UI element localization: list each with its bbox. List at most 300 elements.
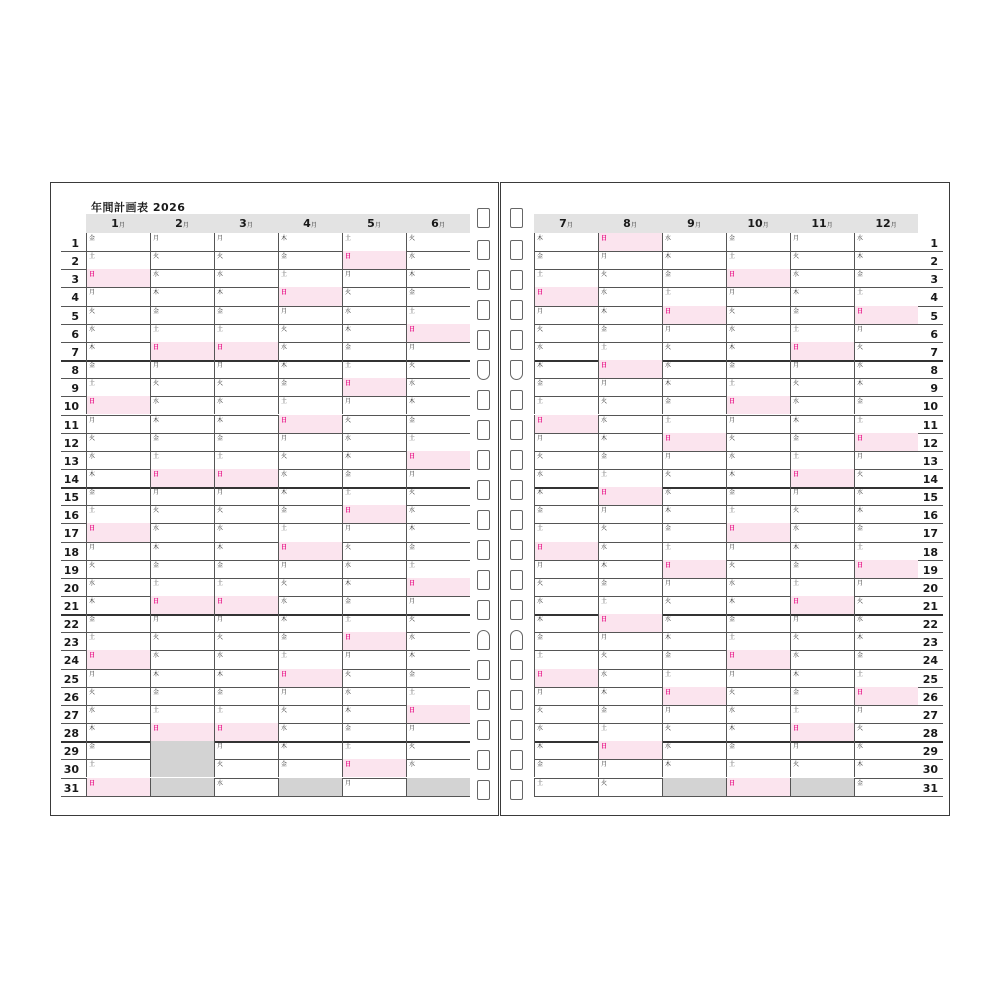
day-cell[interactable] (534, 487, 598, 505)
day-cell[interactable] (214, 778, 278, 796)
day-cell[interactable] (598, 360, 662, 378)
day-cell[interactable] (278, 469, 342, 487)
day-cell[interactable] (278, 324, 342, 342)
day-cell[interactable] (726, 415, 790, 433)
day-cell[interactable] (598, 433, 662, 451)
day-cell[interactable] (278, 342, 342, 360)
day-cell[interactable] (86, 542, 150, 560)
day-cell[interactable] (342, 233, 406, 251)
day-cell[interactable] (214, 723, 278, 741)
day-cell[interactable] (86, 342, 150, 360)
day-cell[interactable] (278, 396, 342, 414)
day-cell[interactable] (662, 469, 726, 487)
day-cell[interactable] (342, 505, 406, 523)
day-cell[interactable] (214, 324, 278, 342)
day-cell[interactable] (598, 342, 662, 360)
day-cell[interactable] (534, 632, 598, 650)
day-cell[interactable] (662, 360, 726, 378)
day-cell[interactable] (278, 378, 342, 396)
day-cell[interactable] (214, 396, 278, 414)
day-cell[interactable] (406, 233, 470, 251)
day-cell[interactable] (214, 687, 278, 705)
day-cell[interactable] (790, 306, 854, 324)
day-cell[interactable] (662, 542, 726, 560)
day-cell[interactable] (150, 269, 214, 287)
day-cell[interactable] (342, 306, 406, 324)
day-cell[interactable] (790, 650, 854, 668)
day-cell[interactable] (214, 632, 278, 650)
day-cell[interactable] (662, 560, 726, 578)
day-cell[interactable] (86, 287, 150, 305)
day-cell[interactable] (854, 433, 918, 451)
day-cell[interactable] (342, 523, 406, 541)
day-cell[interactable] (86, 741, 150, 759)
day-cell[interactable] (534, 560, 598, 578)
day-cell[interactable] (662, 233, 726, 251)
day-cell[interactable] (406, 487, 470, 505)
day-cell[interactable] (726, 596, 790, 614)
day-cell[interactable] (342, 433, 406, 451)
day-cell[interactable] (406, 433, 470, 451)
day-cell[interactable] (150, 433, 214, 451)
day-cell[interactable] (854, 560, 918, 578)
day-cell[interactable] (726, 632, 790, 650)
day-cell[interactable] (726, 578, 790, 596)
day-cell[interactable] (534, 778, 598, 796)
day-cell[interactable] (150, 560, 214, 578)
day-cell[interactable] (342, 342, 406, 360)
day-cell[interactable] (854, 614, 918, 632)
day-cell[interactable] (278, 596, 342, 614)
day-cell[interactable] (342, 415, 406, 433)
day-cell[interactable] (342, 251, 406, 269)
day-cell[interactable] (726, 342, 790, 360)
day-cell[interactable] (790, 687, 854, 705)
day-cell[interactable] (854, 451, 918, 469)
day-cell[interactable] (790, 269, 854, 287)
day-cell[interactable] (406, 560, 470, 578)
day-cell[interactable] (406, 378, 470, 396)
day-cell[interactable] (598, 669, 662, 687)
day-cell[interactable] (854, 723, 918, 741)
day-cell[interactable] (406, 705, 470, 723)
day-cell[interactable] (342, 669, 406, 687)
day-cell[interactable] (534, 324, 598, 342)
day-cell[interactable] (662, 687, 726, 705)
day-cell[interactable] (86, 396, 150, 414)
day-cell[interactable] (726, 251, 790, 269)
day-cell[interactable] (534, 251, 598, 269)
day-cell[interactable] (278, 669, 342, 687)
day-cell[interactable] (598, 451, 662, 469)
day-cell[interactable] (854, 669, 918, 687)
day-cell[interactable] (150, 669, 214, 687)
day-cell[interactable] (726, 433, 790, 451)
day-cell[interactable] (150, 759, 214, 777)
day-cell[interactable] (854, 324, 918, 342)
day-cell[interactable] (86, 614, 150, 632)
day-cell[interactable] (534, 759, 598, 777)
day-cell[interactable] (790, 614, 854, 632)
day-cell[interactable] (790, 505, 854, 523)
day-cell[interactable] (214, 487, 278, 505)
day-cell[interactable] (534, 723, 598, 741)
day-cell[interactable] (534, 378, 598, 396)
day-cell[interactable] (598, 560, 662, 578)
day-cell[interactable] (278, 560, 342, 578)
day-cell[interactable] (534, 596, 598, 614)
day-cell[interactable] (854, 578, 918, 596)
day-cell[interactable] (662, 396, 726, 414)
day-cell[interactable] (854, 306, 918, 324)
day-cell[interactable] (150, 542, 214, 560)
day-cell[interactable] (790, 360, 854, 378)
day-cell[interactable] (342, 360, 406, 378)
day-cell[interactable] (86, 723, 150, 741)
day-cell[interactable] (726, 669, 790, 687)
day-cell[interactable] (406, 324, 470, 342)
day-cell[interactable] (534, 287, 598, 305)
day-cell[interactable] (854, 687, 918, 705)
day-cell[interactable] (854, 287, 918, 305)
day-cell[interactable] (214, 269, 278, 287)
day-cell[interactable] (534, 523, 598, 541)
day-cell[interactable] (150, 396, 214, 414)
day-cell[interactable] (150, 306, 214, 324)
day-cell[interactable] (150, 687, 214, 705)
day-cell[interactable] (342, 324, 406, 342)
day-cell[interactable] (214, 306, 278, 324)
day-cell[interactable] (150, 469, 214, 487)
day-cell[interactable] (726, 705, 790, 723)
day-cell[interactable] (150, 324, 214, 342)
day-cell[interactable] (726, 306, 790, 324)
day-cell[interactable] (790, 778, 854, 796)
day-cell[interactable] (854, 469, 918, 487)
day-cell[interactable] (278, 505, 342, 523)
day-cell[interactable] (598, 632, 662, 650)
day-cell[interactable] (726, 378, 790, 396)
day-cell[interactable] (726, 778, 790, 796)
day-cell[interactable] (598, 741, 662, 759)
day-cell[interactable] (406, 269, 470, 287)
day-cell[interactable] (598, 687, 662, 705)
day-cell[interactable] (86, 505, 150, 523)
day-cell[interactable] (342, 378, 406, 396)
day-cell[interactable] (598, 287, 662, 305)
day-cell[interactable] (214, 650, 278, 668)
day-cell[interactable] (214, 523, 278, 541)
day-cell[interactable] (598, 269, 662, 287)
day-cell[interactable] (86, 759, 150, 777)
day-cell[interactable] (598, 396, 662, 414)
day-cell[interactable] (150, 705, 214, 723)
day-cell[interactable] (214, 578, 278, 596)
day-cell[interactable] (662, 650, 726, 668)
day-cell[interactable] (406, 251, 470, 269)
day-cell[interactable] (278, 306, 342, 324)
day-cell[interactable] (790, 487, 854, 505)
day-cell[interactable] (662, 433, 726, 451)
day-cell[interactable] (534, 614, 598, 632)
day-cell[interactable] (726, 487, 790, 505)
day-cell[interactable] (278, 778, 342, 796)
day-cell[interactable] (214, 469, 278, 487)
day-cell[interactable] (214, 287, 278, 305)
day-cell[interactable] (662, 596, 726, 614)
day-cell[interactable] (662, 778, 726, 796)
day-cell[interactable] (86, 523, 150, 541)
day-cell[interactable] (598, 487, 662, 505)
day-cell[interactable] (534, 396, 598, 414)
day-cell[interactable] (790, 759, 854, 777)
day-cell[interactable] (726, 687, 790, 705)
day-cell[interactable] (726, 523, 790, 541)
day-cell[interactable] (854, 233, 918, 251)
day-cell[interactable] (342, 560, 406, 578)
day-cell[interactable] (278, 360, 342, 378)
day-cell[interactable] (790, 632, 854, 650)
day-cell[interactable] (854, 360, 918, 378)
day-cell[interactable] (598, 306, 662, 324)
day-cell[interactable] (214, 233, 278, 251)
day-cell[interactable] (854, 741, 918, 759)
day-cell[interactable] (854, 487, 918, 505)
day-cell[interactable] (214, 342, 278, 360)
day-cell[interactable] (662, 632, 726, 650)
day-cell[interactable] (214, 378, 278, 396)
day-cell[interactable] (534, 342, 598, 360)
day-cell[interactable] (150, 487, 214, 505)
day-cell[interactable] (86, 669, 150, 687)
day-cell[interactable] (598, 650, 662, 668)
day-cell[interactable] (86, 233, 150, 251)
day-cell[interactable] (214, 451, 278, 469)
day-cell[interactable] (150, 741, 214, 759)
day-cell[interactable] (662, 741, 726, 759)
day-cell[interactable] (598, 578, 662, 596)
day-cell[interactable] (278, 415, 342, 433)
day-cell[interactable] (406, 342, 470, 360)
day-cell[interactable] (278, 523, 342, 541)
day-cell[interactable] (790, 723, 854, 741)
day-cell[interactable] (86, 578, 150, 596)
day-cell[interactable] (854, 759, 918, 777)
day-cell[interactable] (278, 723, 342, 741)
day-cell[interactable] (854, 415, 918, 433)
day-cell[interactable] (662, 451, 726, 469)
day-cell[interactable] (534, 705, 598, 723)
day-cell[interactable] (86, 324, 150, 342)
day-cell[interactable] (406, 360, 470, 378)
day-cell[interactable] (854, 632, 918, 650)
day-cell[interactable] (86, 596, 150, 614)
day-cell[interactable] (854, 596, 918, 614)
day-cell[interactable] (534, 505, 598, 523)
day-cell[interactable] (278, 632, 342, 650)
day-cell[interactable] (150, 451, 214, 469)
day-cell[interactable] (406, 505, 470, 523)
day-cell[interactable] (598, 523, 662, 541)
day-cell[interactable] (854, 269, 918, 287)
day-cell[interactable] (534, 741, 598, 759)
day-cell[interactable] (150, 614, 214, 632)
day-cell[interactable] (406, 578, 470, 596)
day-cell[interactable] (278, 433, 342, 451)
day-cell[interactable] (662, 505, 726, 523)
day-cell[interactable] (278, 287, 342, 305)
day-cell[interactable] (790, 669, 854, 687)
day-cell[interactable] (598, 251, 662, 269)
day-cell[interactable] (342, 614, 406, 632)
day-cell[interactable] (598, 596, 662, 614)
day-cell[interactable] (342, 741, 406, 759)
day-cell[interactable] (86, 415, 150, 433)
day-cell[interactable] (534, 433, 598, 451)
day-cell[interactable] (854, 505, 918, 523)
day-cell[interactable] (854, 251, 918, 269)
day-cell[interactable] (278, 650, 342, 668)
day-cell[interactable] (150, 523, 214, 541)
day-cell[interactable] (662, 269, 726, 287)
day-cell[interactable] (86, 433, 150, 451)
day-cell[interactable] (790, 705, 854, 723)
day-cell[interactable] (790, 469, 854, 487)
day-cell[interactable] (406, 596, 470, 614)
day-cell[interactable] (214, 360, 278, 378)
day-cell[interactable] (726, 542, 790, 560)
day-cell[interactable] (790, 523, 854, 541)
day-cell[interactable] (854, 542, 918, 560)
day-cell[interactable] (150, 360, 214, 378)
day-cell[interactable] (726, 741, 790, 759)
day-cell[interactable] (598, 415, 662, 433)
day-cell[interactable] (790, 451, 854, 469)
day-cell[interactable] (662, 251, 726, 269)
day-cell[interactable] (278, 687, 342, 705)
day-cell[interactable] (86, 251, 150, 269)
day-cell[interactable] (406, 614, 470, 632)
day-cell[interactable] (726, 469, 790, 487)
day-cell[interactable] (854, 342, 918, 360)
day-cell[interactable] (662, 415, 726, 433)
day-cell[interactable] (278, 251, 342, 269)
day-cell[interactable] (342, 596, 406, 614)
day-cell[interactable] (790, 578, 854, 596)
day-cell[interactable] (278, 705, 342, 723)
day-cell[interactable] (854, 778, 918, 796)
day-cell[interactable] (214, 759, 278, 777)
day-cell[interactable] (86, 469, 150, 487)
day-cell[interactable] (278, 741, 342, 759)
day-cell[interactable] (662, 578, 726, 596)
day-cell[interactable] (86, 687, 150, 705)
day-cell[interactable] (214, 560, 278, 578)
day-cell[interactable] (662, 378, 726, 396)
day-cell[interactable] (534, 669, 598, 687)
day-cell[interactable] (598, 324, 662, 342)
day-cell[interactable] (278, 269, 342, 287)
day-cell[interactable] (342, 269, 406, 287)
day-cell[interactable] (214, 251, 278, 269)
day-cell[interactable] (86, 778, 150, 796)
day-cell[interactable] (726, 360, 790, 378)
day-cell[interactable] (406, 287, 470, 305)
day-cell[interactable] (726, 650, 790, 668)
day-cell[interactable] (406, 415, 470, 433)
day-cell[interactable] (534, 469, 598, 487)
day-cell[interactable] (726, 560, 790, 578)
day-cell[interactable] (86, 650, 150, 668)
day-cell[interactable] (406, 741, 470, 759)
day-cell[interactable] (86, 632, 150, 650)
day-cell[interactable] (534, 650, 598, 668)
day-cell[interactable] (406, 451, 470, 469)
day-cell[interactable] (86, 705, 150, 723)
day-cell[interactable] (150, 233, 214, 251)
day-cell[interactable] (726, 287, 790, 305)
day-cell[interactable] (86, 378, 150, 396)
day-cell[interactable] (790, 396, 854, 414)
day-cell[interactable] (662, 669, 726, 687)
day-cell[interactable] (598, 233, 662, 251)
day-cell[interactable] (726, 269, 790, 287)
day-cell[interactable] (790, 433, 854, 451)
day-cell[interactable] (150, 251, 214, 269)
day-cell[interactable] (406, 650, 470, 668)
day-cell[interactable] (854, 650, 918, 668)
day-cell[interactable] (790, 560, 854, 578)
day-cell[interactable] (534, 269, 598, 287)
day-cell[interactable] (342, 687, 406, 705)
day-cell[interactable] (662, 614, 726, 632)
day-cell[interactable] (662, 306, 726, 324)
day-cell[interactable] (278, 542, 342, 560)
day-cell[interactable] (214, 669, 278, 687)
day-cell[interactable] (534, 542, 598, 560)
day-cell[interactable] (790, 741, 854, 759)
day-cell[interactable] (342, 632, 406, 650)
day-cell[interactable] (342, 723, 406, 741)
day-cell[interactable] (790, 324, 854, 342)
day-cell[interactable] (214, 741, 278, 759)
day-cell[interactable] (342, 451, 406, 469)
day-cell[interactable] (406, 669, 470, 687)
day-cell[interactable] (406, 306, 470, 324)
day-cell[interactable] (726, 233, 790, 251)
day-cell[interactable] (150, 778, 214, 796)
day-cell[interactable] (214, 415, 278, 433)
day-cell[interactable] (534, 578, 598, 596)
day-cell[interactable] (662, 342, 726, 360)
day-cell[interactable] (150, 342, 214, 360)
day-cell[interactable] (342, 705, 406, 723)
day-cell[interactable] (598, 723, 662, 741)
day-cell[interactable] (598, 378, 662, 396)
day-cell[interactable] (86, 360, 150, 378)
day-cell[interactable] (342, 396, 406, 414)
day-cell[interactable] (150, 650, 214, 668)
day-cell[interactable] (790, 596, 854, 614)
day-cell[interactable] (86, 451, 150, 469)
day-cell[interactable] (278, 759, 342, 777)
day-cell[interactable] (406, 687, 470, 705)
day-cell[interactable] (854, 378, 918, 396)
day-cell[interactable] (854, 705, 918, 723)
day-cell[interactable] (662, 705, 726, 723)
day-cell[interactable] (726, 396, 790, 414)
day-cell[interactable] (342, 759, 406, 777)
